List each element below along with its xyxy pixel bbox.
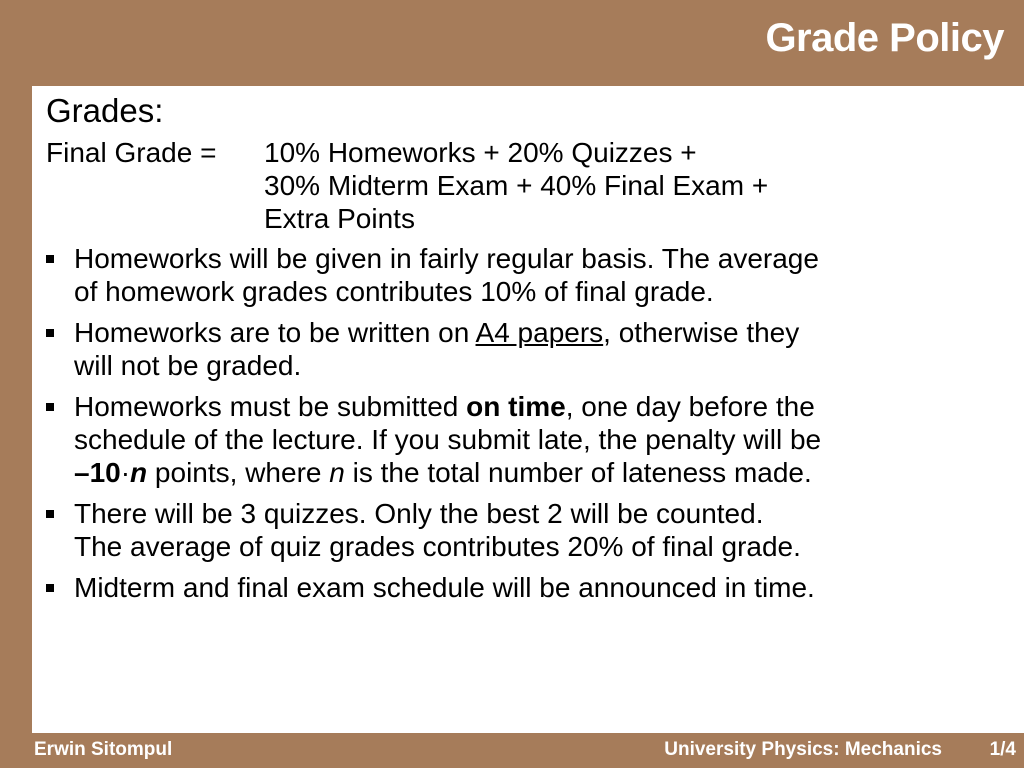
bullet-line: schedule of the lecture. If you submit late, the penalty will be xyxy=(74,424,822,455)
variable-n: n xyxy=(329,457,345,488)
bullet-text: , otherwise they xyxy=(603,317,800,348)
grade-formula xyxy=(46,136,768,235)
square-bullet-icon xyxy=(46,510,54,518)
bullet-line: will not be graded. xyxy=(74,350,302,381)
formula-line-1: 10% Homeworks + 20% Quizzes + xyxy=(264,137,697,168)
a4-papers-link[interactable]: A4 papers xyxy=(475,317,604,348)
bullet-homework-paper xyxy=(32,316,1024,382)
bullet-line: Homeworks will be given in fairly regular basis. The average xyxy=(74,243,819,274)
formula-line-3: Extra Points xyxy=(264,203,415,234)
on-time-emphasis: on time xyxy=(466,391,566,422)
bullet-line: Midterm and final exam schedule will be announced in time. xyxy=(74,572,815,603)
bullet-text: is the total number of lateness made. xyxy=(344,457,812,488)
grades-heading: Grades: xyxy=(46,92,164,129)
penalty-dot: · xyxy=(120,457,131,488)
square-bullet-icon xyxy=(46,584,54,592)
bullet-line: of homework grades contributes 10% of final grade. xyxy=(74,276,714,307)
square-bullet-icon xyxy=(46,329,54,337)
footer-course-title: University Physics: Mechanics xyxy=(664,739,942,760)
bullet-text: points, where xyxy=(147,457,330,488)
bullet-quizzes xyxy=(32,497,1024,563)
formula-row-3 xyxy=(46,202,768,235)
bullet-line xyxy=(74,316,988,349)
square-bullet-icon xyxy=(46,403,54,411)
bullet-homework-deadline xyxy=(32,390,1024,489)
footer-page-number: 1/4 xyxy=(989,739,1016,760)
bullet-exam-schedule xyxy=(32,571,1024,604)
footer-author: Erwin Sitompul xyxy=(34,739,173,760)
bullet-text: Homeworks must be submitted xyxy=(74,391,467,422)
bullet-text: Homeworks are to be written on xyxy=(74,317,476,348)
slide-content xyxy=(32,86,1024,733)
penalty-value: –10 xyxy=(74,457,121,488)
formula-line-2: 30% Midterm Exam + 40% Final Exam + xyxy=(264,170,769,201)
formula-row-2 xyxy=(46,169,768,202)
formula-row-1 xyxy=(46,136,768,169)
slide-title: Grade Policy xyxy=(765,16,1004,60)
bullet-line xyxy=(74,456,988,489)
bullet-text: , one day before the xyxy=(565,391,815,422)
square-bullet-icon xyxy=(46,255,54,263)
penalty-variable: n xyxy=(130,457,148,488)
formula-lhs: Final Grade = xyxy=(46,137,217,168)
bullet-line: The average of quiz grades contributes 20% of final grade. xyxy=(74,531,801,562)
policy-bullet-list xyxy=(32,242,1024,612)
bullet-line xyxy=(74,390,988,423)
bullet-line: There will be 3 quizzes. Only the best 2 will be counted. xyxy=(74,498,764,529)
bullet-homework-frequency xyxy=(32,242,1024,308)
